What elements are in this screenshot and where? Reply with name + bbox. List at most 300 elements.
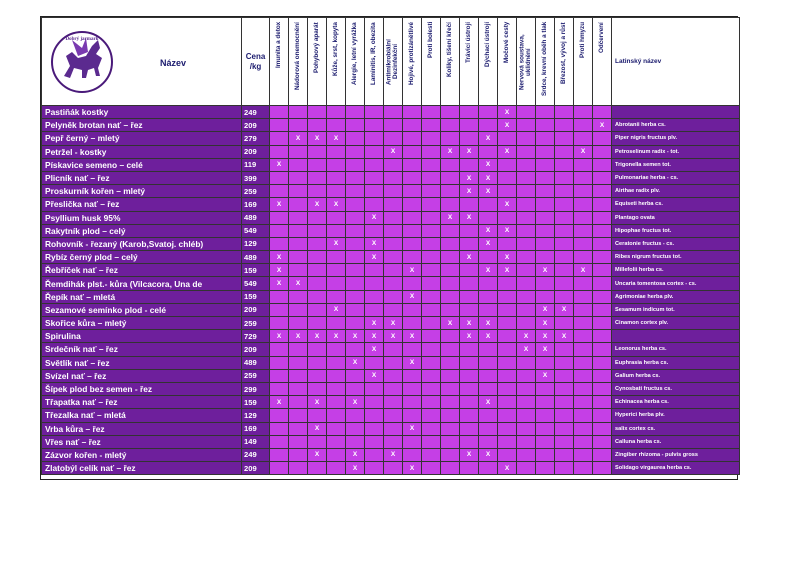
category-mark-cell	[517, 277, 536, 290]
category-mark-cell	[555, 356, 574, 369]
latin-name-cell: Millefolii herba cs.	[612, 264, 740, 277]
category-mark-cell	[460, 132, 479, 145]
category-mark-cell: X	[460, 185, 479, 198]
table-row	[42, 422, 740, 435]
category-mark-cell	[365, 224, 384, 237]
category-mark-cell	[460, 264, 479, 277]
category-mark-cell	[555, 106, 574, 119]
category-mark-cell	[403, 198, 422, 211]
column-header-category	[422, 18, 441, 106]
category-mark-cell: X	[498, 224, 517, 237]
category-mark-cell	[308, 264, 327, 277]
category-mark-cell: X	[460, 251, 479, 264]
category-mark-cell	[384, 251, 403, 264]
category-mark-cell	[365, 396, 384, 409]
category-mark-cell	[289, 237, 308, 250]
category-mark-cell	[517, 171, 536, 184]
category-mark-cell	[346, 435, 365, 448]
category-mark-cell: X	[270, 330, 289, 343]
category-mark-cell	[308, 303, 327, 316]
category-mark-cell	[327, 409, 346, 422]
category-mark-cell: X	[498, 264, 517, 277]
category-mark-cell	[479, 106, 498, 119]
latin-name-cell: Euphrasia herba cs.	[612, 356, 740, 369]
category-mark-cell	[422, 303, 441, 316]
category-mark-cell	[308, 343, 327, 356]
category-mark-cell	[498, 158, 517, 171]
category-mark-cell	[346, 382, 365, 395]
category-mark-cell	[270, 435, 289, 448]
category-mark-cell	[270, 106, 289, 119]
category-mark-cell	[479, 303, 498, 316]
category-mark-cell	[593, 132, 612, 145]
category-mark-cell	[460, 158, 479, 171]
category-mark-cell	[384, 171, 403, 184]
category-mark-cell	[384, 185, 403, 198]
category-mark-cell	[574, 277, 593, 290]
category-mark-cell	[479, 422, 498, 435]
category-mark-cell	[327, 264, 346, 277]
category-mark-cell	[270, 237, 289, 250]
category-mark-cell	[574, 251, 593, 264]
category-mark-cell	[555, 448, 574, 461]
category-mark-cell	[555, 119, 574, 132]
category-mark-cell	[574, 369, 593, 382]
category-mark-cell	[479, 462, 498, 475]
category-mark-cell	[422, 145, 441, 158]
category-mark-cell	[536, 277, 555, 290]
category-mark-cell	[498, 448, 517, 461]
latin-name-cell: Leonorus herba cs.	[612, 343, 740, 356]
category-mark-cell	[365, 435, 384, 448]
category-mark-cell	[574, 382, 593, 395]
price-cell: 209	[242, 462, 270, 475]
category-mark-cell	[270, 171, 289, 184]
category-mark-cell: X	[498, 106, 517, 119]
herb-name-cell: Řebříček nať – řez	[42, 264, 242, 277]
price-cell: 259	[242, 185, 270, 198]
category-mark-cell	[479, 145, 498, 158]
herb-name-cell: Zázvor kořen - mletý	[42, 448, 242, 461]
latin-name-cell: Echinacea herba cs.	[612, 396, 740, 409]
latin-name-cell	[612, 106, 740, 119]
category-mark-cell	[498, 409, 517, 422]
category-mark-cell	[270, 369, 289, 382]
category-mark-cell	[403, 396, 422, 409]
category-mark-cell	[384, 462, 403, 475]
category-mark-cell: X	[593, 119, 612, 132]
category-mark-cell	[346, 303, 365, 316]
category-label: Kůže, srst, kopyta	[331, 22, 339, 76]
herb-name-cell: Rohovník - řezaný (Karob,Svatoj. chléb)	[42, 237, 242, 250]
category-mark-cell	[422, 409, 441, 422]
category-mark-cell: X	[365, 330, 384, 343]
category-mark-cell	[270, 303, 289, 316]
category-mark-cell	[574, 422, 593, 435]
category-mark-cell	[517, 106, 536, 119]
column-header-category	[536, 18, 555, 106]
column-header-category	[384, 18, 403, 106]
category-mark-cell	[479, 409, 498, 422]
category-mark-cell	[346, 343, 365, 356]
category-mark-cell	[422, 462, 441, 475]
category-mark-cell: X	[498, 251, 517, 264]
category-mark-cell	[308, 462, 327, 475]
category-mark-cell	[289, 290, 308, 303]
category-mark-cell	[346, 158, 365, 171]
category-mark-cell	[346, 171, 365, 184]
category-mark-cell	[555, 409, 574, 422]
category-mark-cell	[403, 237, 422, 250]
category-mark-cell	[498, 435, 517, 448]
latin-name-cell: Calluna herba cs.	[612, 435, 740, 448]
category-mark-cell	[422, 448, 441, 461]
category-label: Laminitis, IR, obezita	[369, 22, 377, 85]
column-header-category	[593, 18, 612, 106]
category-mark-cell	[403, 251, 422, 264]
category-mark-cell	[365, 356, 384, 369]
category-mark-cell	[346, 369, 365, 382]
category-mark-cell	[593, 448, 612, 461]
category-mark-cell	[574, 409, 593, 422]
herb-name-cell: Pelyněk brotan nať – řez	[42, 119, 242, 132]
category-mark-cell: X	[479, 224, 498, 237]
category-mark-cell: X	[479, 185, 498, 198]
category-mark-cell	[384, 343, 403, 356]
table-row	[42, 132, 740, 145]
category-mark-cell	[384, 290, 403, 303]
category-mark-cell	[479, 435, 498, 448]
price-cell: 209	[242, 303, 270, 316]
category-mark-cell	[479, 251, 498, 264]
category-mark-cell	[536, 435, 555, 448]
category-mark-cell	[327, 119, 346, 132]
latin-name-cell: Piper nigris fructus plv.	[612, 132, 740, 145]
category-mark-cell	[422, 330, 441, 343]
column-header-category	[574, 18, 593, 106]
category-mark-cell	[460, 343, 479, 356]
category-mark-cell	[441, 198, 460, 211]
category-mark-cell	[555, 211, 574, 224]
category-mark-cell	[498, 330, 517, 343]
category-mark-cell	[403, 448, 422, 461]
category-mark-cell: X	[308, 422, 327, 435]
category-mark-cell	[593, 462, 612, 475]
price-cell: 209	[242, 343, 270, 356]
herb-name-cell: Plicník nať – řez	[42, 171, 242, 184]
price-cell: 299	[242, 382, 270, 395]
category-mark-cell	[555, 462, 574, 475]
latin-name-cell: Trigonella semen tot.	[612, 158, 740, 171]
table-row	[42, 317, 740, 330]
category-mark-cell	[289, 119, 308, 132]
category-mark-cell	[536, 171, 555, 184]
category-mark-cell	[593, 251, 612, 264]
category-mark-cell	[536, 382, 555, 395]
category-label: Trávicí ústrojí	[464, 22, 472, 63]
category-mark-cell	[327, 369, 346, 382]
category-mark-cell	[574, 211, 593, 224]
category-mark-cell	[327, 317, 346, 330]
latin-name-cell: Cinamon cortex plv.	[612, 317, 740, 330]
category-mark-cell	[441, 396, 460, 409]
category-mark-cell	[384, 211, 403, 224]
table-row	[42, 119, 740, 132]
category-mark-cell	[517, 185, 536, 198]
category-mark-cell	[422, 132, 441, 145]
category-mark-cell	[441, 462, 460, 475]
category-mark-cell	[270, 132, 289, 145]
category-mark-cell	[555, 369, 574, 382]
category-mark-cell	[327, 396, 346, 409]
category-mark-cell: X	[479, 158, 498, 171]
category-mark-cell	[441, 330, 460, 343]
category-mark-cell	[441, 237, 460, 250]
column-header-category	[270, 18, 289, 106]
category-mark-cell	[460, 106, 479, 119]
herb-name-cell: Srdečník nať – řez	[42, 343, 242, 356]
column-header-category	[441, 18, 460, 106]
category-mark-cell	[574, 356, 593, 369]
category-mark-cell	[460, 369, 479, 382]
category-mark-cell	[384, 356, 403, 369]
category-mark-cell	[365, 106, 384, 119]
category-mark-cell	[498, 396, 517, 409]
category-mark-cell: X	[460, 171, 479, 184]
category-mark-cell	[479, 343, 498, 356]
category-mark-cell: X	[270, 251, 289, 264]
category-mark-cell	[308, 171, 327, 184]
category-mark-cell	[365, 185, 384, 198]
category-mark-cell	[517, 435, 536, 448]
category-mark-cell: X	[327, 237, 346, 250]
category-mark-cell	[403, 185, 422, 198]
table-body	[42, 106, 740, 475]
category-mark-cell	[289, 251, 308, 264]
category-mark-cell	[574, 237, 593, 250]
category-mark-cell	[327, 462, 346, 475]
header-name-cell	[42, 18, 242, 106]
price-cell: 279	[242, 132, 270, 145]
category-mark-cell	[346, 224, 365, 237]
category-mark-cell	[327, 106, 346, 119]
category-label: Pohybový aparát	[312, 22, 320, 73]
category-mark-cell	[289, 396, 308, 409]
category-mark-cell	[384, 224, 403, 237]
category-mark-cell: X	[479, 448, 498, 461]
category-mark-cell	[289, 343, 308, 356]
category-mark-cell	[384, 435, 403, 448]
table-row	[42, 409, 740, 422]
category-mark-cell	[384, 303, 403, 316]
category-mark-cell	[536, 211, 555, 224]
category-mark-cell	[593, 198, 612, 211]
category-label: Odčervení	[597, 22, 605, 53]
category-mark-cell: X	[460, 145, 479, 158]
category-mark-cell	[574, 435, 593, 448]
category-mark-cell	[346, 237, 365, 250]
category-mark-cell	[441, 356, 460, 369]
category-mark-cell	[365, 158, 384, 171]
category-mark-cell	[384, 382, 403, 395]
category-mark-cell	[441, 277, 460, 290]
category-mark-cell: X	[346, 448, 365, 461]
category-mark-cell	[574, 448, 593, 461]
column-header-category	[308, 18, 327, 106]
table-row	[42, 448, 740, 461]
category-mark-cell	[384, 396, 403, 409]
category-mark-cell	[270, 224, 289, 237]
category-mark-cell	[479, 382, 498, 395]
category-mark-cell	[346, 290, 365, 303]
category-mark-cell: X	[308, 132, 327, 145]
category-mark-cell	[536, 251, 555, 264]
category-mark-cell	[289, 448, 308, 461]
category-mark-cell	[365, 409, 384, 422]
table-row	[42, 145, 740, 158]
category-mark-cell	[517, 145, 536, 158]
category-mark-cell	[308, 145, 327, 158]
table-row	[42, 237, 740, 250]
category-mark-cell	[555, 237, 574, 250]
category-mark-cell	[346, 198, 365, 211]
category-mark-cell	[441, 290, 460, 303]
herb-name-cell: Světlík nať – řez	[42, 356, 242, 369]
herb-price-table-sheet	[40, 16, 738, 480]
table-row	[42, 264, 740, 277]
category-mark-cell: X	[346, 356, 365, 369]
category-label: Srdce, krevní oběh a tlak	[540, 22, 548, 97]
category-label: Močové cesty	[502, 22, 510, 64]
category-mark-cell	[327, 382, 346, 395]
category-mark-cell	[517, 303, 536, 316]
category-mark-cell	[460, 198, 479, 211]
column-header-category	[479, 18, 498, 106]
category-mark-cell	[517, 396, 536, 409]
latin-name-cell: Pulmonariae herba - cs.	[612, 171, 740, 184]
category-mark-cell: X	[536, 330, 555, 343]
herb-name-cell: Petržel - kostky	[42, 145, 242, 158]
category-mark-cell	[327, 422, 346, 435]
category-mark-cell: X	[574, 264, 593, 277]
category-mark-cell	[517, 448, 536, 461]
category-mark-cell	[593, 422, 612, 435]
category-mark-cell: X	[441, 211, 460, 224]
category-mark-cell	[289, 198, 308, 211]
category-mark-cell	[308, 382, 327, 395]
category-mark-cell	[593, 237, 612, 250]
category-mark-cell	[308, 435, 327, 448]
category-mark-cell	[422, 251, 441, 264]
category-mark-cell	[270, 422, 289, 435]
category-mark-cell: X	[270, 264, 289, 277]
herb-name-cell: Řemdihák plst.- kůra (Vilcacora, Una de	[42, 277, 242, 290]
category-mark-cell	[422, 422, 441, 435]
category-mark-cell	[479, 211, 498, 224]
category-mark-cell	[441, 224, 460, 237]
category-mark-cell: X	[403, 264, 422, 277]
category-mark-cell	[308, 290, 327, 303]
price-cell: 149	[242, 435, 270, 448]
category-mark-cell	[403, 343, 422, 356]
herb-name-cell: Sezamové semínko plod - celé	[42, 303, 242, 316]
column-header-category	[365, 18, 384, 106]
category-mark-cell	[422, 396, 441, 409]
category-mark-cell	[308, 224, 327, 237]
category-mark-cell	[422, 185, 441, 198]
table-row	[42, 356, 740, 369]
category-mark-cell	[270, 356, 289, 369]
category-mark-cell: X	[479, 132, 498, 145]
category-mark-cell	[308, 369, 327, 382]
category-mark-cell	[384, 264, 403, 277]
price-cell: 489	[242, 211, 270, 224]
herb-name-cell: Vřes nať – řez	[42, 435, 242, 448]
category-mark-cell	[574, 303, 593, 316]
table-row	[42, 158, 740, 171]
category-mark-cell	[346, 106, 365, 119]
category-mark-cell: X	[479, 237, 498, 250]
category-mark-cell	[308, 277, 327, 290]
category-mark-cell: X	[460, 448, 479, 461]
category-mark-cell	[593, 396, 612, 409]
category-mark-cell	[422, 198, 441, 211]
category-mark-cell: X	[289, 277, 308, 290]
category-mark-cell	[536, 185, 555, 198]
category-mark-cell	[308, 409, 327, 422]
category-mark-cell	[498, 382, 517, 395]
category-mark-cell	[593, 224, 612, 237]
category-mark-cell	[384, 409, 403, 422]
category-mark-cell	[270, 448, 289, 461]
category-mark-cell	[384, 277, 403, 290]
category-mark-cell	[327, 145, 346, 158]
category-mark-cell	[555, 224, 574, 237]
category-mark-cell	[422, 382, 441, 395]
category-mark-cell	[574, 290, 593, 303]
table-row	[42, 290, 740, 303]
category-mark-cell: X	[441, 145, 460, 158]
category-mark-cell	[403, 317, 422, 330]
category-mark-cell: X	[289, 132, 308, 145]
price-cell: 549	[242, 224, 270, 237]
column-header-category	[555, 18, 574, 106]
category-mark-cell	[346, 145, 365, 158]
category-mark-cell: X	[308, 448, 327, 461]
herb-name-cell: Řepík nať – mletá	[42, 290, 242, 303]
category-mark-cell	[403, 409, 422, 422]
category-mark-cell	[517, 119, 536, 132]
category-label: Proti bolesti	[426, 22, 434, 59]
category-mark-cell	[422, 237, 441, 250]
category-mark-cell	[422, 224, 441, 237]
category-mark-cell	[498, 185, 517, 198]
category-mark-cell	[498, 237, 517, 250]
category-mark-cell	[574, 132, 593, 145]
category-mark-cell	[270, 462, 289, 475]
category-mark-cell	[289, 211, 308, 224]
category-mark-cell	[441, 382, 460, 395]
category-mark-cell	[441, 264, 460, 277]
category-mark-cell	[289, 158, 308, 171]
latin-name-cell: Petroselinum radix - tot.	[612, 145, 740, 158]
category-mark-cell	[422, 264, 441, 277]
category-label: Nervová soustava, uklidnění	[518, 34, 532, 90]
category-mark-cell: X	[346, 396, 365, 409]
category-mark-cell	[289, 224, 308, 237]
category-mark-cell: X	[365, 251, 384, 264]
latin-name-cell: Equiseti herba cs.	[612, 198, 740, 211]
